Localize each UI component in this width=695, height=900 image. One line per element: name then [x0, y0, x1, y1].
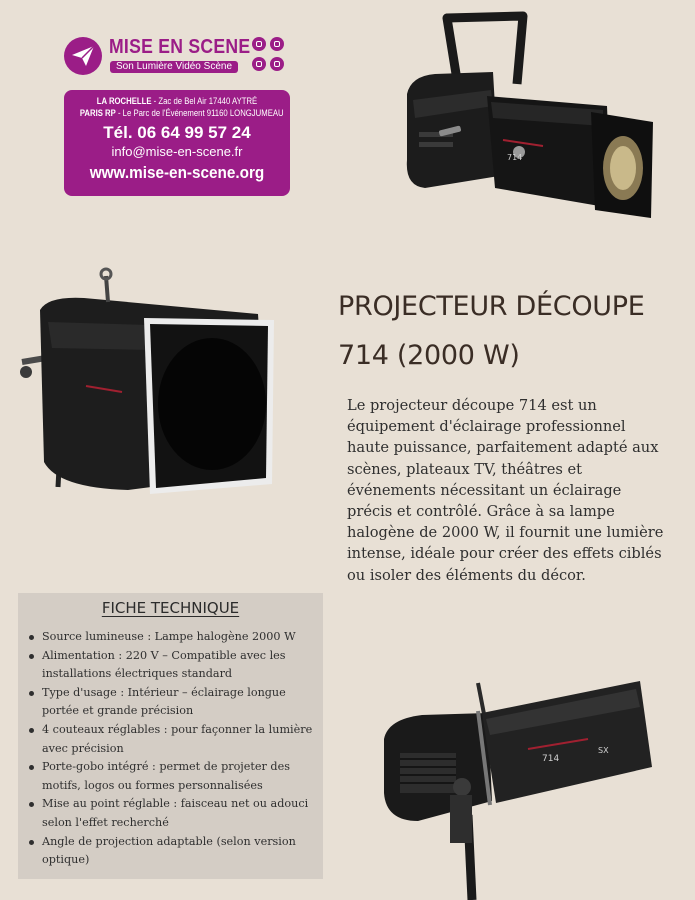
- phone-number: Tél. 06 64 99 57 24: [103, 123, 251, 142]
- website-url: www.mise-en-scene.org: [89, 163, 265, 182]
- address-paris: PARIS RP - Le Parc de l'Événement 91160 LONGJUMEAU: [79, 108, 284, 118]
- instagram-icon: [252, 37, 266, 51]
- product-title-line1: PROJECTEUR DÉCOUPE: [338, 291, 645, 322]
- music-icon: [270, 37, 284, 51]
- paper-plane-icon: [64, 37, 102, 75]
- product-title-line2: 714 (2000 W): [338, 340, 520, 371]
- spec-list: [18, 628, 323, 870]
- product-description: Le projecteur découpe 714 est un équipement d'éclairage professionnel haute puissance, parfaitement adapté aux scènes, plateaux TV, théâtres et événements nécessitant un éclairage précis et contrôlé. Grâce à sa lampe halogène de 2000 W, il fournit une lumière intense, idéale pour créer des effets ciblés ou isoler des éléments du décor.: [347, 397, 664, 584]
- spec-sheet-panel: [18, 593, 323, 879]
- product-title: [338, 282, 683, 380]
- video-icon: [252, 57, 266, 71]
- company-logo: [62, 33, 290, 198]
- spec-item: Type d'usage : Intérieur – éclairage longue portée et grande précision: [26, 684, 317, 721]
- spec-item: Mise au point réglable : faisceau net ou adouci selon l'effet recherché: [26, 795, 317, 832]
- logo-header: [62, 33, 290, 81]
- model-label-bottom: 714: [542, 754, 560, 764]
- stage-icon: [270, 57, 284, 71]
- social-icons: [252, 37, 288, 75]
- spec-item: 4 couteaux réglables : pour façonner la lumière avec précision: [26, 721, 317, 758]
- projector-photo-top: [395, 10, 660, 225]
- projector-photo-left: [18, 262, 288, 502]
- spec-heading: FICHE TECHNIQUE: [101, 599, 240, 617]
- projector-photo-bottom: [378, 675, 660, 900]
- model-suffix-bottom: SX: [598, 746, 609, 755]
- spec-item: Porte-gobo intégré : permet de projeter des motifs, logos ou formes personnalisées: [26, 758, 317, 795]
- model-label-top: 714: [507, 153, 523, 162]
- spec-item: Source lumineuse : Lampe halogène 2000 W: [26, 628, 317, 647]
- address-la-rochelle: LA ROCHELLE - Zac de Bel Air 17440 AYTRÉ: [96, 96, 258, 106]
- contact-box: [64, 90, 290, 196]
- email-address: info@mise-en-scene.fr: [111, 144, 243, 159]
- spec-item: Angle de projection adaptable (selon version optique): [26, 833, 317, 870]
- brand-name: MISE EN SCENE: [109, 36, 251, 58]
- brand-tagline: Son Lumière Vidéo Scène: [110, 61, 238, 73]
- spec-item: Alimentation : 220 V – Compatible avec les installations électriques standard: [26, 647, 317, 684]
